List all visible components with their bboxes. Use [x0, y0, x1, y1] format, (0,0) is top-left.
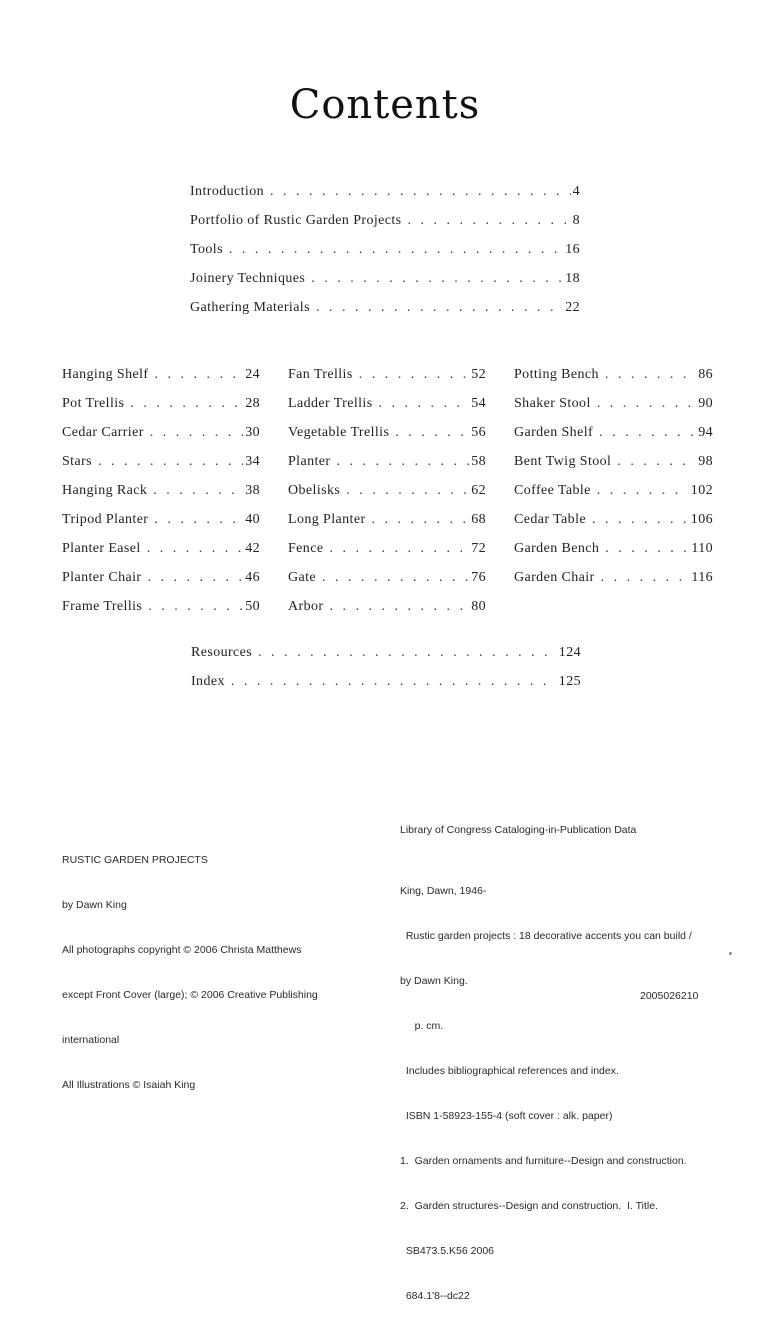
leader-dots: [154, 512, 243, 528]
leader-dots: [597, 396, 696, 412]
toc-entry: [62, 367, 260, 396]
toc-entry-label: Gate: [288, 570, 317, 585]
toc-entry: [62, 599, 260, 628]
toc-entry-label: Ladder Trellis: [288, 396, 373, 411]
toc-entry-page: 4: [572, 184, 580, 199]
toc-entry-label: Vegetable Trellis: [288, 425, 390, 440]
toc-entry-joinery: [190, 271, 580, 287]
toc-entry-label: Garden Bench: [514, 541, 600, 556]
leader-dots: [148, 599, 243, 615]
toc-entry: [62, 512, 260, 541]
toc-entry-page: 106: [690, 512, 713, 527]
toc-entry: [62, 425, 260, 454]
leader-dots: [599, 425, 696, 441]
toc-entry-page: 110: [691, 541, 713, 556]
leader-dots: [98, 454, 243, 470]
toc-entry-page: 58: [471, 454, 486, 469]
toc-entry-label: Introduction: [190, 184, 265, 199]
toc-entry-page: 42: [245, 541, 260, 556]
toc-entry-label: Coffee Table: [514, 483, 591, 498]
leader-dots: [605, 541, 689, 557]
leader-dots: [322, 570, 469, 586]
toc-entry-label: Cedar Carrier: [62, 425, 144, 440]
toc-entry-label: Pot Trellis: [62, 396, 125, 411]
toc-entry-page: 56: [471, 425, 486, 440]
toc-entry-page: 28: [245, 396, 260, 411]
toc-entry-label: Gathering Materials: [190, 300, 310, 315]
toc-entry-page: 124: [558, 645, 581, 660]
toc-entry-page: 34: [245, 454, 260, 469]
toc-entry: [62, 570, 260, 599]
cip-heading: Library of Congress Cataloging-in-Publication Data: [400, 824, 637, 836]
page-title: Contents: [289, 82, 481, 128]
toc-entry: [288, 425, 486, 454]
toc-entry: [288, 367, 486, 396]
toc-entry: [514, 483, 713, 512]
toc-entry-label: Hanging Rack: [62, 483, 148, 498]
leader-dots: [329, 599, 469, 615]
toc-entry-page: 50: [245, 599, 260, 614]
toc-entry-label: Fan Trellis: [288, 367, 353, 382]
toc-entry-label: Cedar Table: [514, 512, 586, 527]
leader-dots: [372, 512, 470, 528]
toc-entry-label: Hanging Shelf: [62, 367, 149, 382]
leader-dots: [147, 570, 243, 586]
toc-entry: [288, 541, 486, 570]
toc-entry: [62, 541, 260, 570]
cip-line: Rustic garden projects : 18 decorative accents you can build /: [400, 930, 692, 942]
projects-column-1: [62, 367, 260, 628]
toc-entry: [514, 367, 713, 396]
toc-entry-page: 18: [565, 271, 580, 286]
toc-entry-label: Obelisks: [288, 483, 341, 498]
toc-entry-label: Arbor: [288, 599, 324, 614]
cip-line: p. cm.: [400, 1020, 444, 1032]
leader-dots: [617, 454, 696, 470]
toc-entry-page: 98: [698, 454, 713, 469]
toc-entry-tools: [190, 242, 580, 258]
toc-entry: [288, 483, 486, 512]
leader-dots: [147, 541, 244, 557]
credits-line: All Illustrations © Isaiah King: [62, 1079, 196, 1091]
cip-line: SB473.5.K56 2006: [400, 1245, 494, 1257]
leader-dots: [153, 483, 243, 499]
lccn-number: 2005026210: [640, 990, 699, 1002]
cip-line: 684.1'8--dc22: [400, 1290, 470, 1302]
toc-entry-page: 80: [471, 599, 486, 614]
toc-entry-label: Fence: [288, 541, 324, 556]
leader-dots: [592, 512, 689, 528]
toc-entry-gathering: [190, 300, 580, 316]
leader-dots: [605, 367, 696, 383]
toc-entry: [62, 483, 260, 512]
toc-entry-page: 24: [245, 367, 260, 382]
toc-entry-portfolio: [190, 213, 580, 229]
toc-entry-label: Index: [191, 674, 225, 689]
stray-mark: [729, 952, 732, 955]
toc-entry: [514, 425, 713, 454]
toc-entry-label: Bent Twig Stool: [514, 454, 612, 469]
toc-entry: [288, 396, 486, 425]
cip-line: King, Dawn, 1946-: [400, 885, 487, 897]
toc-entry-page: 22: [565, 300, 580, 315]
leader-dots: [150, 425, 243, 441]
toc-entry-label: Tools: [190, 242, 223, 257]
toc-entry-label: Long Planter: [288, 512, 366, 527]
toc-entry-page: 54: [471, 396, 486, 411]
leader-dots: [597, 483, 689, 499]
leader-dots: [408, 213, 571, 229]
toc-entry-label: Potting Bench: [514, 367, 599, 382]
projects-column-2: [288, 367, 486, 628]
leader-dots: [311, 271, 563, 287]
credits-line: All photographs copyright © 2006 Christa Matthews: [62, 944, 302, 956]
toc-entry-resources: [191, 645, 581, 661]
toc-entry: [514, 570, 713, 599]
toc-entry: [288, 454, 486, 483]
toc-entry: [514, 541, 713, 570]
toc-entry-label: Joinery Techniques: [190, 271, 306, 286]
credits-line: international: [62, 1034, 120, 1046]
leader-dots: [395, 425, 469, 441]
cip-line: Includes bibliographical references and index.: [400, 1065, 619, 1077]
toc-entry-label: Planter Chair: [62, 570, 142, 585]
toc-entry: [62, 396, 260, 425]
leader-dots: [258, 645, 557, 661]
toc-entry-page: 62: [471, 483, 486, 498]
toc-entry-label: Stars: [62, 454, 92, 469]
cip-line: ISBN 1-58923-155-4 (soft cover : alk. paper): [400, 1110, 613, 1122]
toc-entry-page: 52: [471, 367, 486, 382]
toc-entry-page: 68: [471, 512, 486, 527]
cip-line: by Dawn King.: [400, 975, 468, 987]
toc-entry-page: 8: [572, 213, 580, 228]
toc-entry-page: 90: [698, 396, 713, 411]
leader-dots: [154, 367, 243, 383]
toc-entry: [514, 512, 713, 541]
toc-entry-label: Tripod Planter: [62, 512, 149, 527]
toc-entry: [288, 570, 486, 599]
credits-line: by Dawn King: [62, 899, 127, 911]
toc-entry-page: 125: [558, 674, 581, 689]
toc-entry-label: Planter: [288, 454, 331, 469]
leader-dots: [231, 674, 557, 690]
leader-dots: [270, 184, 571, 200]
toc-entry-page: 116: [691, 570, 713, 585]
toc-entry-page: 102: [690, 483, 713, 498]
toc-entry-label: Garden Chair: [514, 570, 595, 585]
toc-entry-label: Portfolio of Rustic Garden Projects: [190, 213, 402, 228]
toc-entry: [514, 454, 713, 483]
credits-block: [62, 823, 318, 1108]
projects-column-3: [514, 367, 713, 599]
toc-entry-page: 86: [698, 367, 713, 382]
leader-dots: [359, 367, 469, 383]
toc-entry: [288, 512, 486, 541]
toc-entry-page: 76: [471, 570, 486, 585]
toc-entry: [288, 599, 486, 628]
cip-line: 1. Garden ornaments and furniture--Design and construction.: [400, 1155, 687, 1167]
leader-dots: [346, 483, 469, 499]
leader-dots: [379, 396, 470, 412]
leader-dots: [601, 570, 690, 586]
credits-line: except Front Cover (large); © 2006 Creative Publishing: [62, 989, 318, 1001]
toc-entry-page: 46: [245, 570, 260, 585]
leader-dots: [336, 454, 469, 470]
toc-entry-index: [191, 674, 581, 690]
toc-entry-page: 94: [698, 425, 713, 440]
toc-entry-page: 72: [471, 541, 486, 556]
toc-entry-label: Resources: [191, 645, 253, 660]
toc-entry-label: Garden Shelf: [514, 425, 594, 440]
toc-entry-label: Planter Easel: [62, 541, 141, 556]
credits-line: RUSTIC GARDEN PROJECTS: [62, 854, 208, 866]
toc-entry-page: 40: [245, 512, 260, 527]
toc-entry-label: Shaker Stool: [514, 396, 591, 411]
toc-entry-page: 38: [245, 483, 260, 498]
leader-dots: [229, 242, 563, 258]
leader-dots: [130, 396, 243, 412]
cip-line: 2. Garden structures--Design and construction. I. Title.: [400, 1200, 658, 1212]
leader-dots: [316, 300, 563, 316]
toc-entry: [62, 454, 260, 483]
toc-entry: [514, 396, 713, 425]
toc-entry-page: 16: [565, 242, 580, 257]
toc-entry-label: Frame Trellis: [62, 599, 143, 614]
leader-dots: [329, 541, 469, 557]
cip-block: [400, 854, 692, 1319]
toc-entry-introduction: [190, 184, 580, 200]
toc-entry-page: 30: [245, 425, 260, 440]
